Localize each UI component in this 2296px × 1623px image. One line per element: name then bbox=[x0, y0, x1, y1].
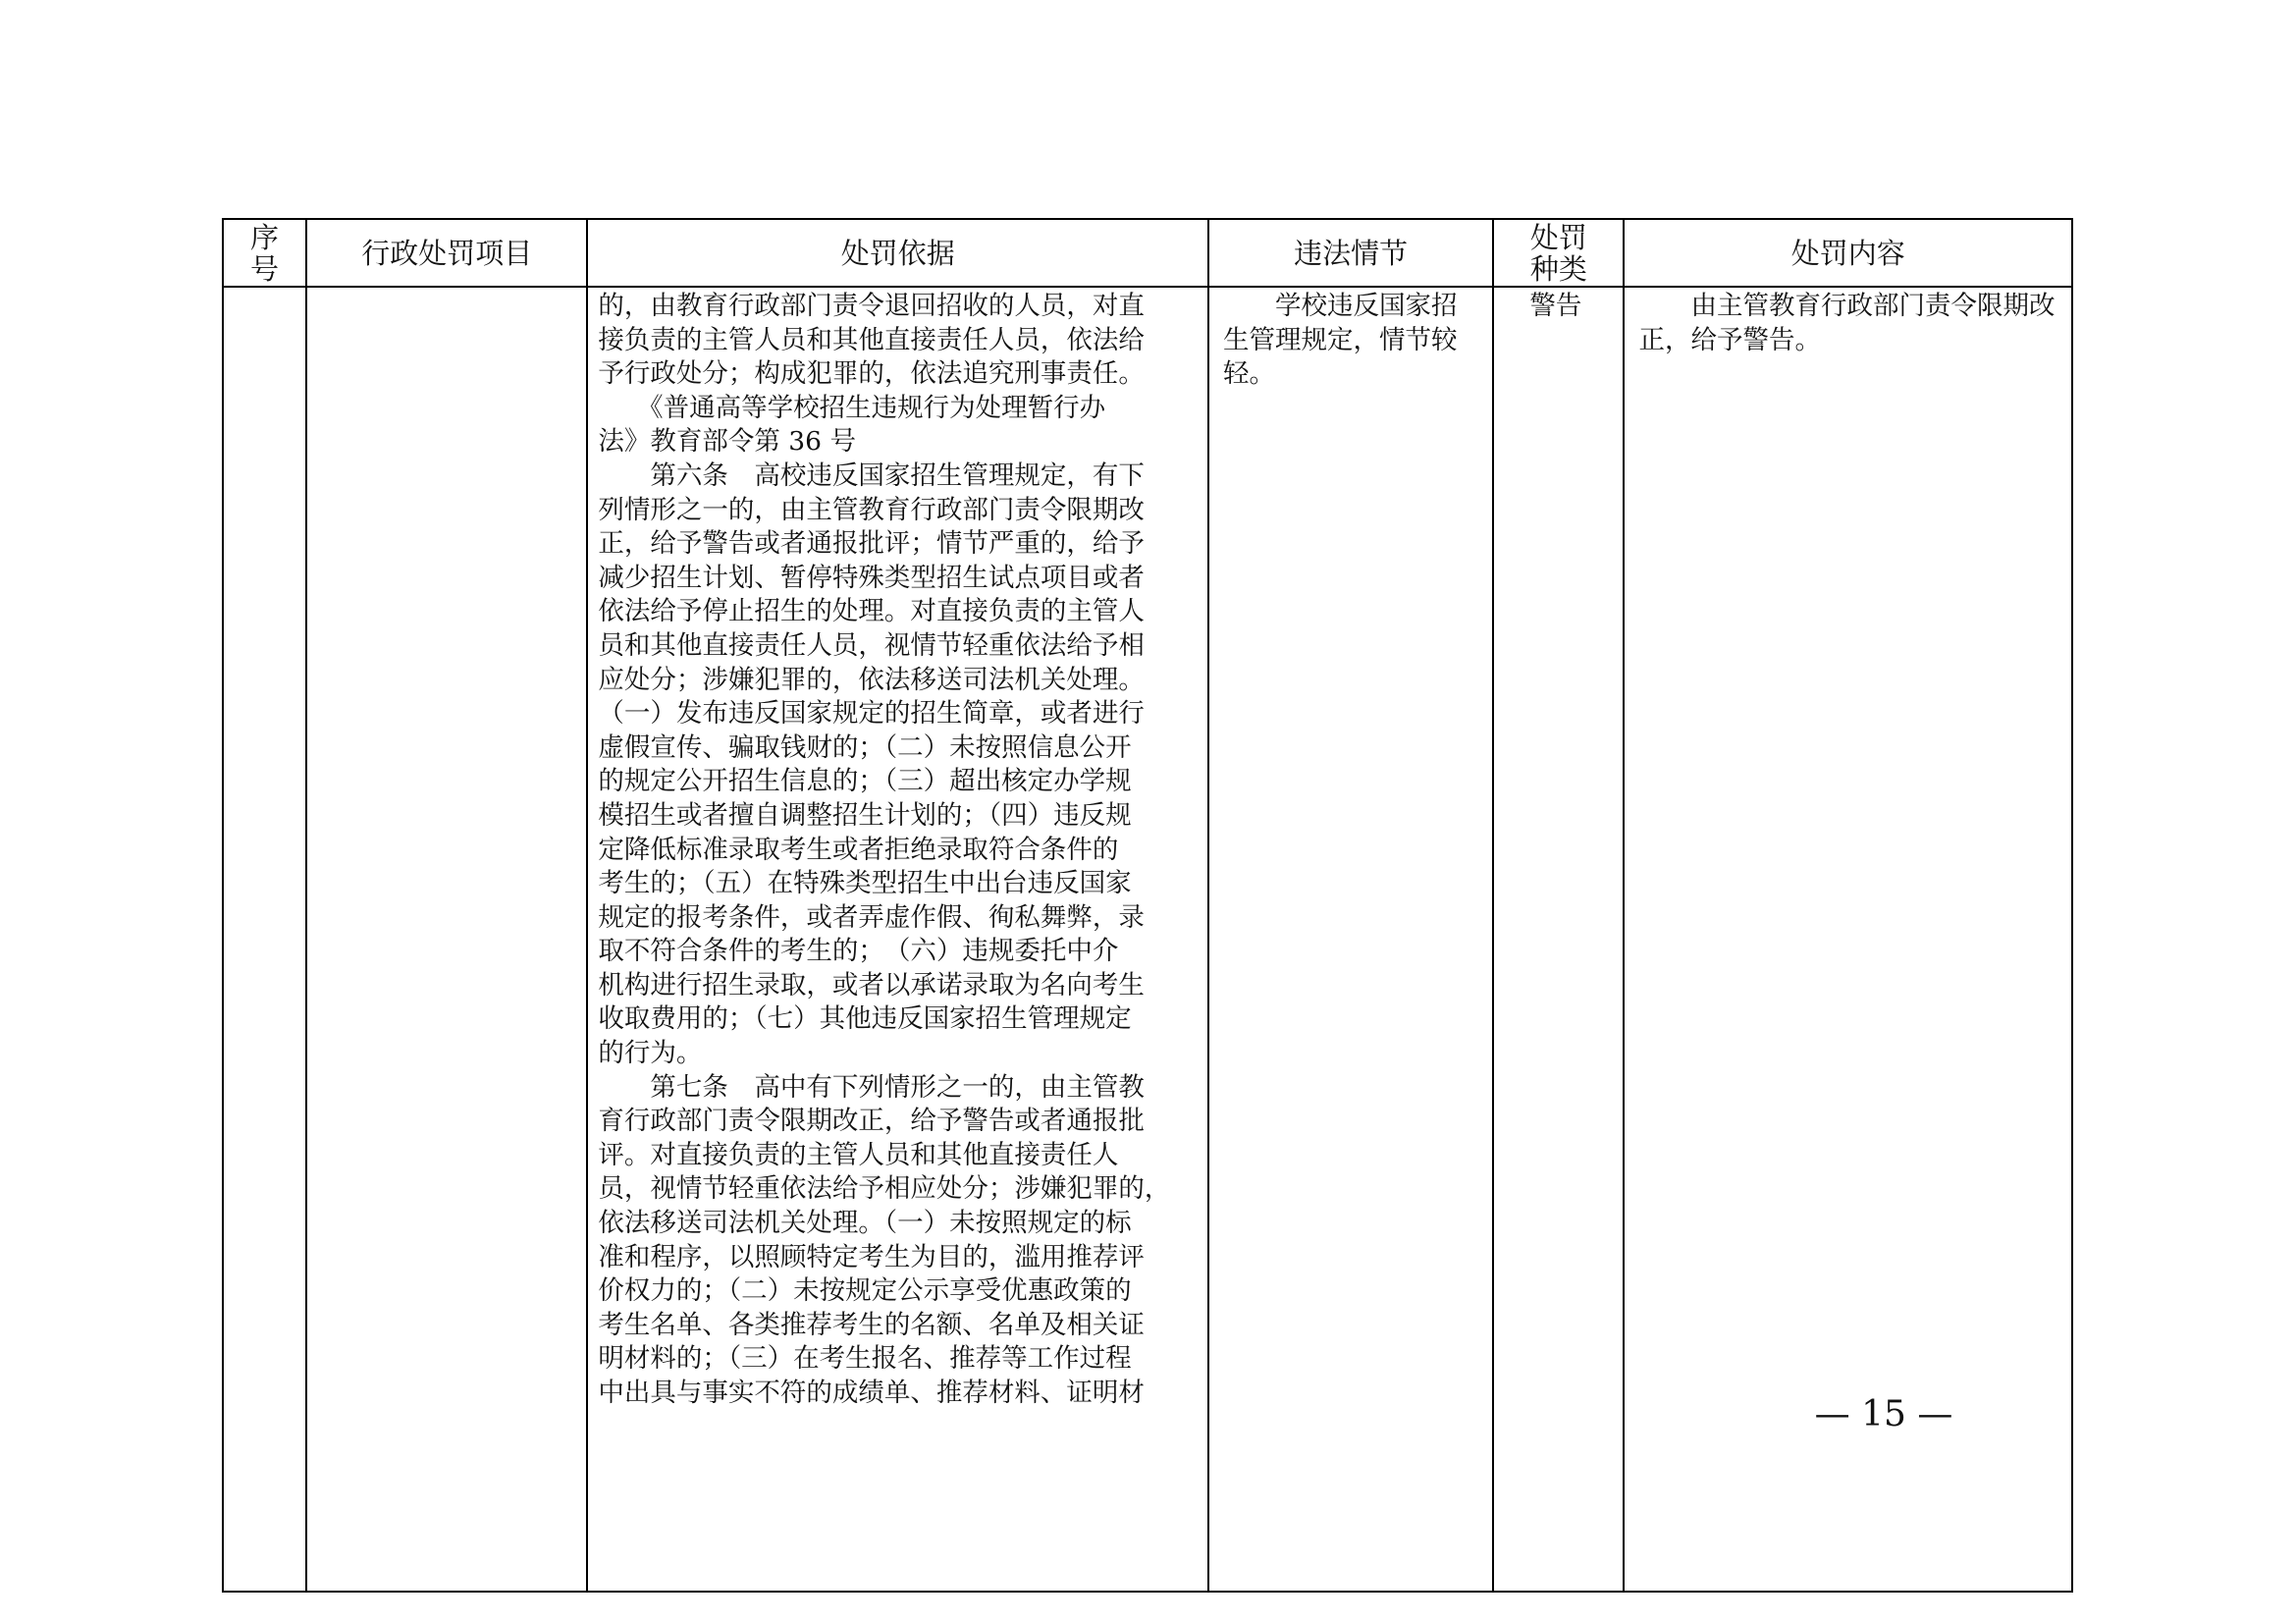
basis-line: 取不符合条件的考生的； （六）违规委托中介 bbox=[598, 936, 1119, 967]
basis-line: 准和程序，以照顾特定考生为目的，滥用推荐评 bbox=[598, 1241, 1145, 1272]
basis-line: 规定的报考条件，或者弄虚作假、徇私舞弊，录 bbox=[598, 901, 1145, 933]
content-wrap bbox=[1625, 288, 2071, 357]
basis-line: 考生的；（五）在特殊类型招生中出台违反国家 bbox=[598, 868, 1132, 899]
basis-line: 机构进行招生录取，或者以承诺录取为名向考生 bbox=[598, 969, 1145, 1001]
penalty-content-text: 由主管教育行政部门责令限期改正，给予警告。 bbox=[1638, 291, 2056, 355]
basis-line: 考生名单、各类推荐考生的名额、名单及相关证 bbox=[598, 1309, 1145, 1340]
circumstance-text: 学校违反国家招生管理规定，情节较轻。 bbox=[1223, 291, 1458, 390]
header-item: 行政处罚项目 bbox=[306, 219, 587, 287]
basis-line: 明材料的；（三）在考生报名、推荐等工作过程 bbox=[598, 1343, 1132, 1375]
header-type bbox=[1493, 219, 1624, 287]
basis-line: 正，给予警告或者通报批评；情节严重的，给予 bbox=[598, 528, 1145, 560]
table-row bbox=[223, 287, 2072, 1592]
basis-line: 减少招生计划、暂停特殊类型招生试点项目或者 bbox=[598, 562, 1145, 593]
page-number: — 15 — bbox=[1814, 1394, 1953, 1434]
basis-line: 《普通高等学校招生违规行为处理暂行办 bbox=[598, 392, 1106, 423]
penalty-type-text: 警告 bbox=[1529, 291, 1582, 321]
basis-line: 员，视情节轻重依法给予相应处分；涉嫌犯罪的， bbox=[598, 1173, 1171, 1205]
table-header-row bbox=[223, 219, 2072, 287]
basis-line: 接负责的主管人员和其他直接责任人员，依法给 bbox=[598, 324, 1145, 355]
header-seq bbox=[223, 219, 306, 287]
basis-line: 依法给予停止招生的处理。对直接负责的主管人 bbox=[598, 596, 1145, 627]
basis-line: 评。对直接负责的主管人员和其他直接责任人 bbox=[598, 1139, 1119, 1170]
cell-basis bbox=[587, 287, 1208, 1592]
basis-line: 价权力的；（二）未按规定公示享受优惠政策的 bbox=[598, 1275, 1132, 1307]
basis-line: 的规定公开招生信息的；（三）超出核定办学规 bbox=[598, 766, 1132, 797]
header-seq-label: 序号 bbox=[250, 220, 280, 286]
header-type-label: 处罚种类 bbox=[1529, 220, 1587, 286]
basis-line: 虚假宣传、骗取钱财的；（二）未按照信息公开 bbox=[598, 731, 1132, 763]
header-circumstance: 违法情节 bbox=[1208, 219, 1493, 287]
basis-line: 的行为。 bbox=[598, 1038, 703, 1069]
basis-line: 法》教育部令第 36 号 bbox=[598, 426, 856, 458]
basis-line: 定降低标准录取考生或者拒绝录取符合条件的 bbox=[598, 834, 1119, 865]
cell-seq bbox=[223, 287, 306, 1592]
basis-line: 依法移送司法机关处理。（一）未按照规定的标 bbox=[598, 1208, 1132, 1239]
cell-item bbox=[306, 287, 587, 1592]
basis-line: 予行政处分；构成犯罪的，依法追究刑事责任。 bbox=[598, 358, 1145, 390]
basis-line: 模招生或者擅自调整招生计划的；（四）违反规 bbox=[598, 799, 1132, 831]
cell-circumstance bbox=[1208, 287, 1493, 1592]
header-content: 处罚内容 bbox=[1624, 219, 2072, 287]
basis-line: 第七条 高中有下列情形之一的，由主管教 bbox=[598, 1071, 1145, 1103]
basis-line: 收取费用的；（七）其他违反国家招生管理规定 bbox=[598, 1003, 1132, 1035]
header-basis: 处罚依据 bbox=[587, 219, 1208, 287]
basis-line: 育行政部门责令限期改正，给予警告或者通报批 bbox=[598, 1106, 1145, 1137]
basis-line: 中出具与事实不符的成绩单、推荐材料、证明材 bbox=[598, 1378, 1145, 1408]
circumstance-wrap bbox=[1209, 288, 1492, 392]
basis-line: 第六条 高校违反国家招生管理规定，有下 bbox=[598, 460, 1145, 491]
basis-line: 应处分；涉嫌犯罪的，依法移送司法机关处理。 bbox=[598, 664, 1145, 695]
basis-line: 的，由教育行政部门责令退回招收的人员，对直 bbox=[598, 291, 1145, 321]
basis-line: 员和其他直接责任人员，视情节轻重依法给予相 bbox=[598, 629, 1145, 661]
basis-line: 列情形之一的，由主管教育行政部门责令限期改 bbox=[598, 494, 1145, 525]
penalty-table bbox=[222, 218, 2073, 1593]
cell-type bbox=[1493, 287, 1624, 1592]
basis-line: （一）发布违反国家规定的招生简章，或者进行 bbox=[598, 698, 1145, 730]
basis-text bbox=[588, 288, 1207, 1411]
